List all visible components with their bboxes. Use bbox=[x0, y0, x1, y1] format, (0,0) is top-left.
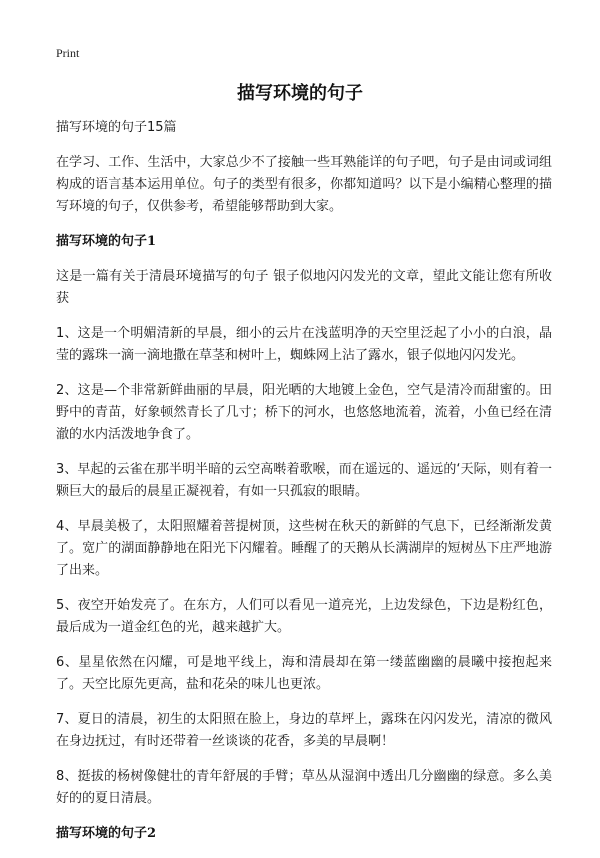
document-subtitle: 描写环境的句子15篇 bbox=[56, 120, 177, 135]
print-link[interactable]: Print bbox=[56, 46, 80, 60]
list-item: 2、这是—个非常新鲜曲丽的早晨，阳光晒的大地镀上金色，空气是清冷而甜蜜的。田野中的青苗，好象顿然青长了几寸；桥下的河水，也悠悠地流着，流着，小鱼已经在清澈的水内活泼地争食了。 bbox=[56, 383, 552, 442]
list-item: 8、挺拔的杨树像健壮的青年舒展的手臂；草丛从湿润中透出几分幽幽的绿意。多么美好的的夏日清晨。 bbox=[56, 769, 552, 806]
list-item: 7、夏日的清晨，初生的太阳照在脸上，身边的草坪上，露珠在闪闪发光，清凉的微风在身边抚过，有时还带着一丝谈谈的花香，多美的早晨啊！ bbox=[56, 712, 552, 749]
intro-paragraph: 在学习、工作、生活中，大家总少不了接触一些耳熟能详的句子吧，句子是由词或词组构成的语言基本运用单位。句子的类型有很多，你都知道吗？以下是小编精心整理的描写环境的句子，仅供参考，希望能够帮助到大家。 bbox=[56, 155, 552, 214]
list-item: 3、早起的云雀在那半明半暗的云空高啭着歌喉，而在遥远的、遥远的‘天际，则有着一颗巨大的最后的晨星正凝视着，有如一只孤寂的眼睛。 bbox=[56, 462, 552, 499]
list-item: 4、早晨美极了，太阳照耀着菩提树顶，这些树在秋天的新鲜的气息下，已经渐渐发黄了。宽广的湖面静静地在阳光下闪耀着。睡醒了的天鹅从长满湖岸的短树丛下庄严地游了出来。 bbox=[56, 519, 552, 578]
list-item: 5、夜空开始发亮了。在东方，人们可以看见一道亮光，上边发绿色，下边是粉红色，最后成为一道金红色的光，越来越扩大。 bbox=[56, 598, 552, 635]
section-heading-2: 描写环境的句子2 bbox=[56, 826, 157, 841]
list-item: 6、星星依然在闪耀，可是地平线上，海和清晨却在第一缕蓝幽幽的晨曦中接抱起来了。天空比原先更高，盐和花朵的味儿也更浓。 bbox=[56, 655, 552, 692]
list-item: 1、这是一个明媚清新的早晨，细小的云片在浅蓝明净的天空里泛起了小小的白浪，晶莹的露珠一滴一滴地撒在草茎和树叶上，蜘蛛网上沾了露水，银子似地闪闪发光。 bbox=[56, 326, 552, 363]
document-body bbox=[56, 117, 552, 858]
section-heading-1: 描写环境的句子1 bbox=[56, 234, 157, 249]
page-title: 描写环境的句子 bbox=[237, 83, 363, 104]
section-intro-paragraph: 这是一篇有关于清晨环境描写的句子 银子似地闪闪发光的文章，望此文能让您有所收获 bbox=[56, 269, 552, 306]
